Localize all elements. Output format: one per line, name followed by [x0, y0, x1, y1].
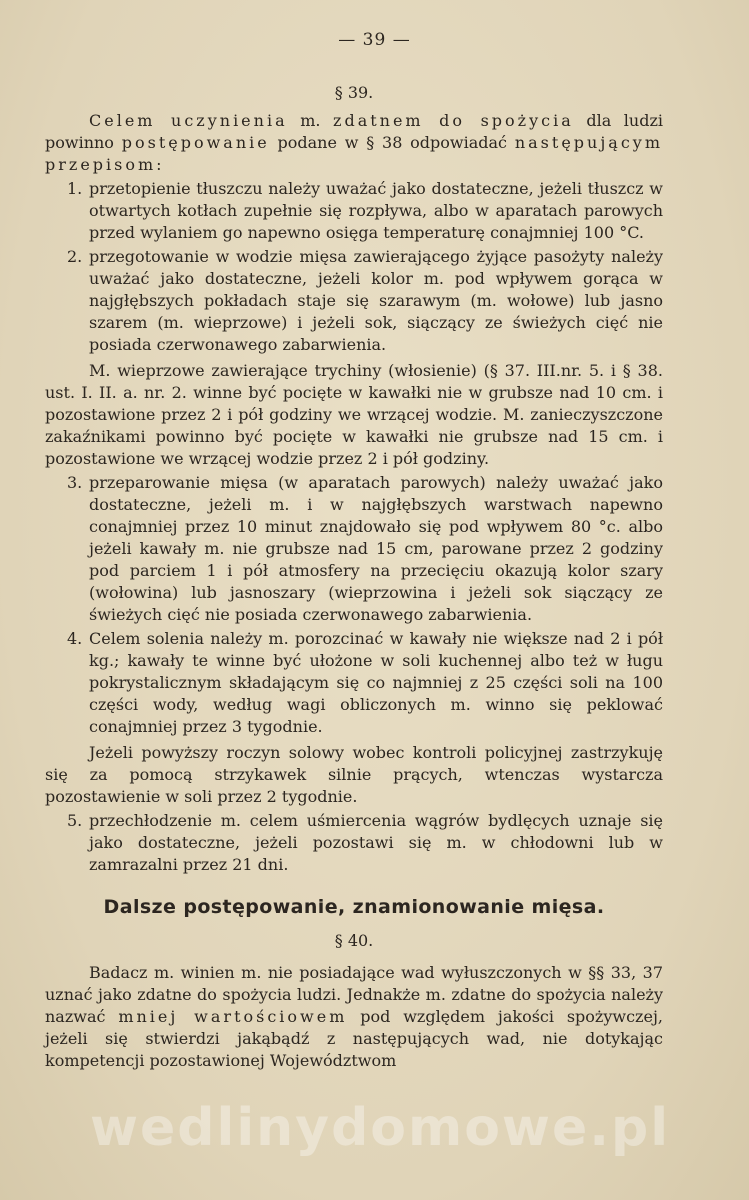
intro-spaced-3: zdatnem do spożycia: [333, 111, 574, 130]
trichina-paragraph: M. wieprzowe zawierające trychiny (włosienie) (§ 37. III.nr. 5. i § 38. ust. I. II. a. nr. 2. winne być pocięte w kawałki nie w grubsze nad 10 cm. i pozostawione przez 2 i pół godziny we wrzącej wodzie. M. zanieczyszczone zakaźnikami powinno być pocięte w kawałki nie grubsze nad 15 cm. i pozostawione we wrzącej wodzie przez 2 i pół godziny.: [45, 361, 663, 468]
section-40-paragraph: [45, 962, 663, 1072]
section-40-title: § 40.: [334, 931, 374, 950]
intro-spaced-1: Celem uczynienia: [89, 111, 288, 130]
list-item: [45, 246, 663, 356]
rules-list-1: [45, 178, 663, 356]
intro-spaced-5: postępowanie: [121, 133, 270, 152]
list-item: [45, 628, 663, 738]
list-item-text: przegotowanie w wodzie mięsa zawierającego żyjące pasożyty należy uważać jako dostateczne, jeżeli kolor m. pod wpływem gorąca w najgłębszych pokładach staje się szarawym (m. wołowe) lub jasno szarem (m. wieprzowe) i jeżeli sok, siączący ze świeżych cięć nie posiada czerwonawego zabarwienia.: [89, 247, 663, 354]
section-40-spaced: mniej wartościowem: [118, 1007, 348, 1026]
intro-text-6: podane w § 38 odpowiadać: [277, 133, 508, 152]
watermark: wedlinydomowe.pl: [89, 1098, 671, 1158]
chapter-heading: Dalsze postępowanie, znamionowanie mięsa.: [103, 896, 605, 918]
list-item-number: 1.: [67, 179, 83, 198]
list-item-text: przeparowanie mięsa (w aparatach parowych) należy uważać jako dostateczne, jeżeli m. i w najgłębszych warstwach napewno conajmniej przez 10 minut znajdowało się pod wpływem 80 °c. albo jeżeli kawały m. nie grubsze nad 15 cm, parowane przez 2 godziny pod parciem 1 i pół atmosfery na przecięciu okazują kolor szary (wołowina) lub jasnoszary (wieprzowina i jeżeli sok siączący ze świeżych cięć nie posiada czerwonawego zabarwienia.: [89, 473, 663, 624]
salt-paragraph: Jeżeli powyższy roczyn solowy wobec kontroli policyjnej zastrzykuję się za pomocą strzykawek silnie prących, wtenczas wystarcza pozostawienie w soli przez 2 tygodnie.: [45, 743, 663, 806]
list-item-text: przetopienie tłuszczu należy uważać jako dostateczne, jeżeli tłuszcz w otwartych kotłach zupełnie się rozpływa, albo w aparatach parowych przed wylaniem go napewno osięga temperaturę conajmniej 100 °C.: [89, 179, 663, 242]
section-39-title: § 39.: [334, 83, 374, 102]
page-number: — 39 —: [338, 30, 411, 50]
list-item-text: Celem solenia należy m. porozcinać w kawały nie większe nad 2 i pół kg.; kawały te winne być ułożone w soli kuchennej albo też w ługu pokrystalicznym składającym się co najmniej z 25 części soli na 100 części wody, według wagi obliczonych m. winno się peklować conajmniej przez 3 tygodnie.: [89, 629, 663, 736]
list-item-number: 2.: [67, 247, 83, 266]
list-item-number: 3.: [67, 473, 83, 492]
section-40-text-a: Badacz m. winien m. nie posiadające wad wyłuszczonych w §§ 33, 37 uznać jako zdatne do spożycia ludzi. Jednakże m. zdatne do spożycia należy nazwać: [45, 963, 663, 1026]
rules-list-3: [45, 810, 663, 876]
intro-text-4: dla ludzi powinno: [45, 111, 663, 152]
list-item: [45, 178, 663, 244]
section-40-text-c: pod względem jakości spożywczej, jeżeli się stwierdzi jakąbądź z następujących wad, nie dotykając kompetencji pozostawionej Województwom: [45, 1007, 663, 1070]
list-item: [45, 472, 663, 626]
list-item-number: 5.: [67, 811, 83, 830]
list-item-number: 4.: [67, 629, 83, 648]
rules-list-2: [45, 472, 663, 738]
intro-spaced-7: następującym przepisom:: [45, 133, 663, 174]
intro-text-2: m.: [300, 111, 321, 130]
list-item: [45, 810, 663, 876]
list-item-text: przechłodzenie m. celem uśmiercenia wągrów bydlęcych uznaje się jako dostateczne, jeżeli pozostawi się m. w chłodowni lub w zamrazalni przez 21 dni.: [89, 811, 663, 874]
section-39-intro: [45, 110, 663, 176]
page-content: [45, 82, 663, 1072]
